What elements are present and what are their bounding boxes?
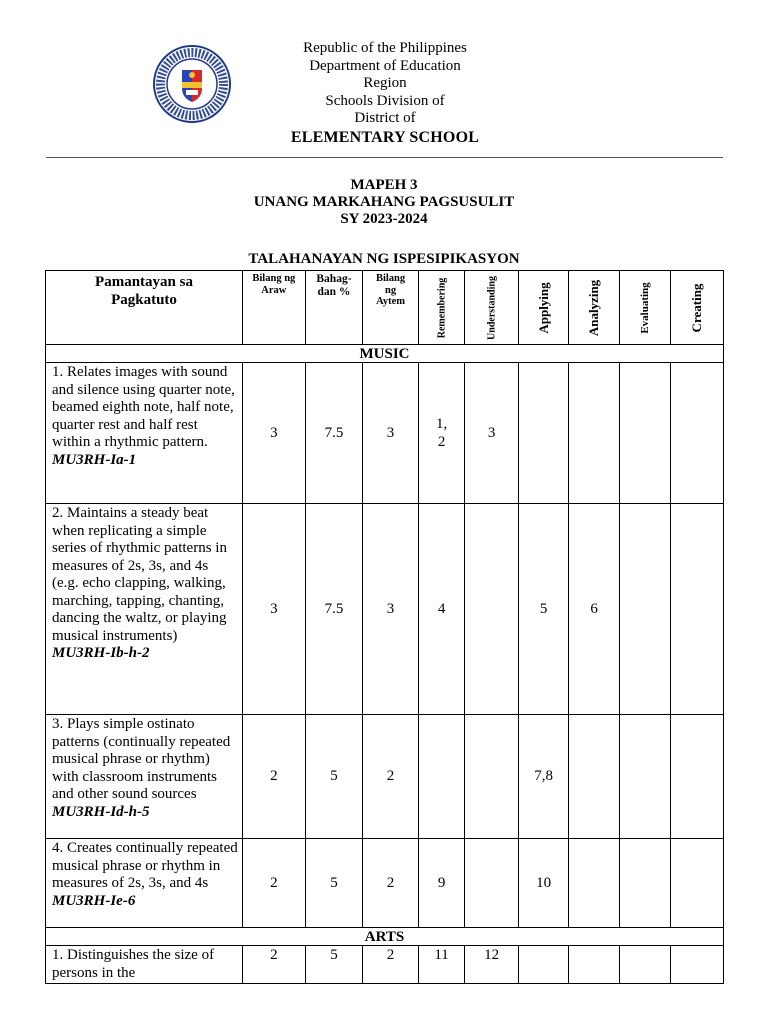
items-cell: 3 <box>363 504 419 715</box>
items-cell: 2 <box>363 946 419 984</box>
header-divider <box>46 157 723 158</box>
applying-cell <box>518 363 569 504</box>
understanding-cell <box>465 839 519 928</box>
header-items: Bilang ng Aytem <box>363 271 419 345</box>
table-row <box>46 363 724 504</box>
days-cell: 2 <box>243 946 306 984</box>
percent-cell: 5 <box>305 839 363 928</box>
competency-cell: 4. Creates continually repeated musical phrase or rhythm in measures of 2s, 3s, and 4s MU3RH-Ie-6 <box>46 839 243 928</box>
remembering-cell: 1, 2 <box>418 363 464 504</box>
remembering-cell: 9 <box>418 839 464 928</box>
competency-cell: 2. Maintains a steady beat when replicating a simple series of rhythmic patterns in measures of 2s, 3s, and 4s (e.g. echo clapping, walking, marching, tapping, chanting, dancing the waltz, or playing musical instruments) MU3RH-Ib-h-2 <box>46 504 243 715</box>
section-row-music <box>46 345 724 363</box>
percent-cell: 5 <box>305 715 363 839</box>
section-label: MUSIC <box>46 345 724 363</box>
understanding-cell <box>465 504 519 715</box>
understanding-cell <box>465 715 519 839</box>
days-cell: 2 <box>243 715 306 839</box>
evaluating-cell <box>619 504 671 715</box>
understanding-cell: 12 <box>465 946 519 984</box>
section-label: ARTS <box>46 928 724 946</box>
evaluating-cell <box>619 946 671 984</box>
evaluating-cell <box>619 715 671 839</box>
competency-cell: 3. Plays simple ostinato patterns (continually repeated musical phrase or rhythm) with classroom instruments and other sound sources MU3RH-Id-h-5 <box>46 715 243 839</box>
competency-code: MU3RH-Ie-6 <box>52 892 136 909</box>
remembering-cell <box>418 715 464 839</box>
district-line: District of <box>354 110 416 126</box>
document-titles <box>184 177 584 228</box>
analyzing-cell <box>569 715 620 839</box>
competency-code: MU3RH-Ib-h-2 <box>52 645 150 661</box>
header-analyzing: Analyzing <box>569 271 620 345</box>
items-cell: 2 <box>363 839 419 928</box>
applying-cell <box>518 946 569 984</box>
analyzing-cell <box>569 839 620 928</box>
creating-cell <box>671 946 724 984</box>
creating-cell <box>671 363 724 504</box>
applying-cell: 10 <box>518 839 569 928</box>
table-header-row <box>46 271 724 345</box>
days-cell: 3 <box>243 363 306 504</box>
evaluating-cell <box>619 363 671 504</box>
header-remembering: Remembering <box>418 271 464 345</box>
department-line: Department of Education <box>309 57 461 74</box>
applying-cell: 5 <box>518 504 569 715</box>
competency-code: MU3RH-Ia-1 <box>52 451 137 468</box>
percent-cell: 7.5 <box>305 363 363 504</box>
analyzing-cell <box>569 363 620 504</box>
items-cell: 2 <box>363 715 419 839</box>
header-percent: Bahag- dan % <box>305 271 363 345</box>
header-days: Bilang ng Araw <box>243 271 306 345</box>
table-title: TALAHANAYAN NG ISPESIPIKASYON <box>248 251 520 267</box>
analyzing-cell <box>569 946 620 984</box>
remembering-cell: 11 <box>418 946 464 984</box>
table-row <box>46 504 724 715</box>
division-line: Schools Division of <box>325 92 445 109</box>
days-cell: 3 <box>243 504 306 715</box>
header-competency: Pamantayan sa Pagkatuto <box>46 271 243 345</box>
header-applying: Applying <box>518 271 569 345</box>
percent-cell: 7.5 <box>305 504 363 715</box>
creating-cell <box>671 715 724 839</box>
days-cell: 2 <box>243 839 306 928</box>
header-understanding: Understanding <box>465 271 519 345</box>
applying-cell: 7,8 <box>518 715 569 839</box>
evaluating-cell <box>619 839 671 928</box>
subject-title: MAPEH 3 <box>350 177 418 193</box>
analyzing-cell: 6 <box>569 504 620 715</box>
items-cell: 3 <box>363 363 419 504</box>
school-year: SY 2023-2024 <box>340 211 428 227</box>
header-creating: Creating <box>671 271 724 345</box>
table-row <box>46 946 724 984</box>
table-row <box>46 715 724 839</box>
competency-cell: 1. Relates images with sound and silence using quarter note, beamed eighth note, half note, quarter rest and half rest within a rhythmic pattern. MU3RH-Ia-1 <box>46 363 243 504</box>
deped-seal <box>152 44 232 124</box>
section-row-arts <box>46 928 724 946</box>
region-line: Region <box>363 75 407 91</box>
exam-title: UNANG MARKAHANG PAGSUSULIT <box>253 194 515 210</box>
specification-table <box>45 270 724 984</box>
percent-cell: 5 <box>305 946 363 984</box>
school-name: ELEMENTARY SCHOOL <box>290 128 480 146</box>
creating-cell <box>671 504 724 715</box>
republic-line: Republic of the Philippines <box>303 40 467 56</box>
table-row <box>46 839 724 928</box>
remembering-cell: 4 <box>418 504 464 715</box>
creating-cell <box>671 839 724 928</box>
header-evaluating: Evaluating <box>619 271 671 345</box>
competency-code: MU3RH-Id-h-5 <box>52 803 150 820</box>
understanding-cell: 3 <box>465 363 519 504</box>
letterhead <box>270 40 500 146</box>
competency-cell: 1. Distinguishes the size of persons in the <box>46 946 243 984</box>
